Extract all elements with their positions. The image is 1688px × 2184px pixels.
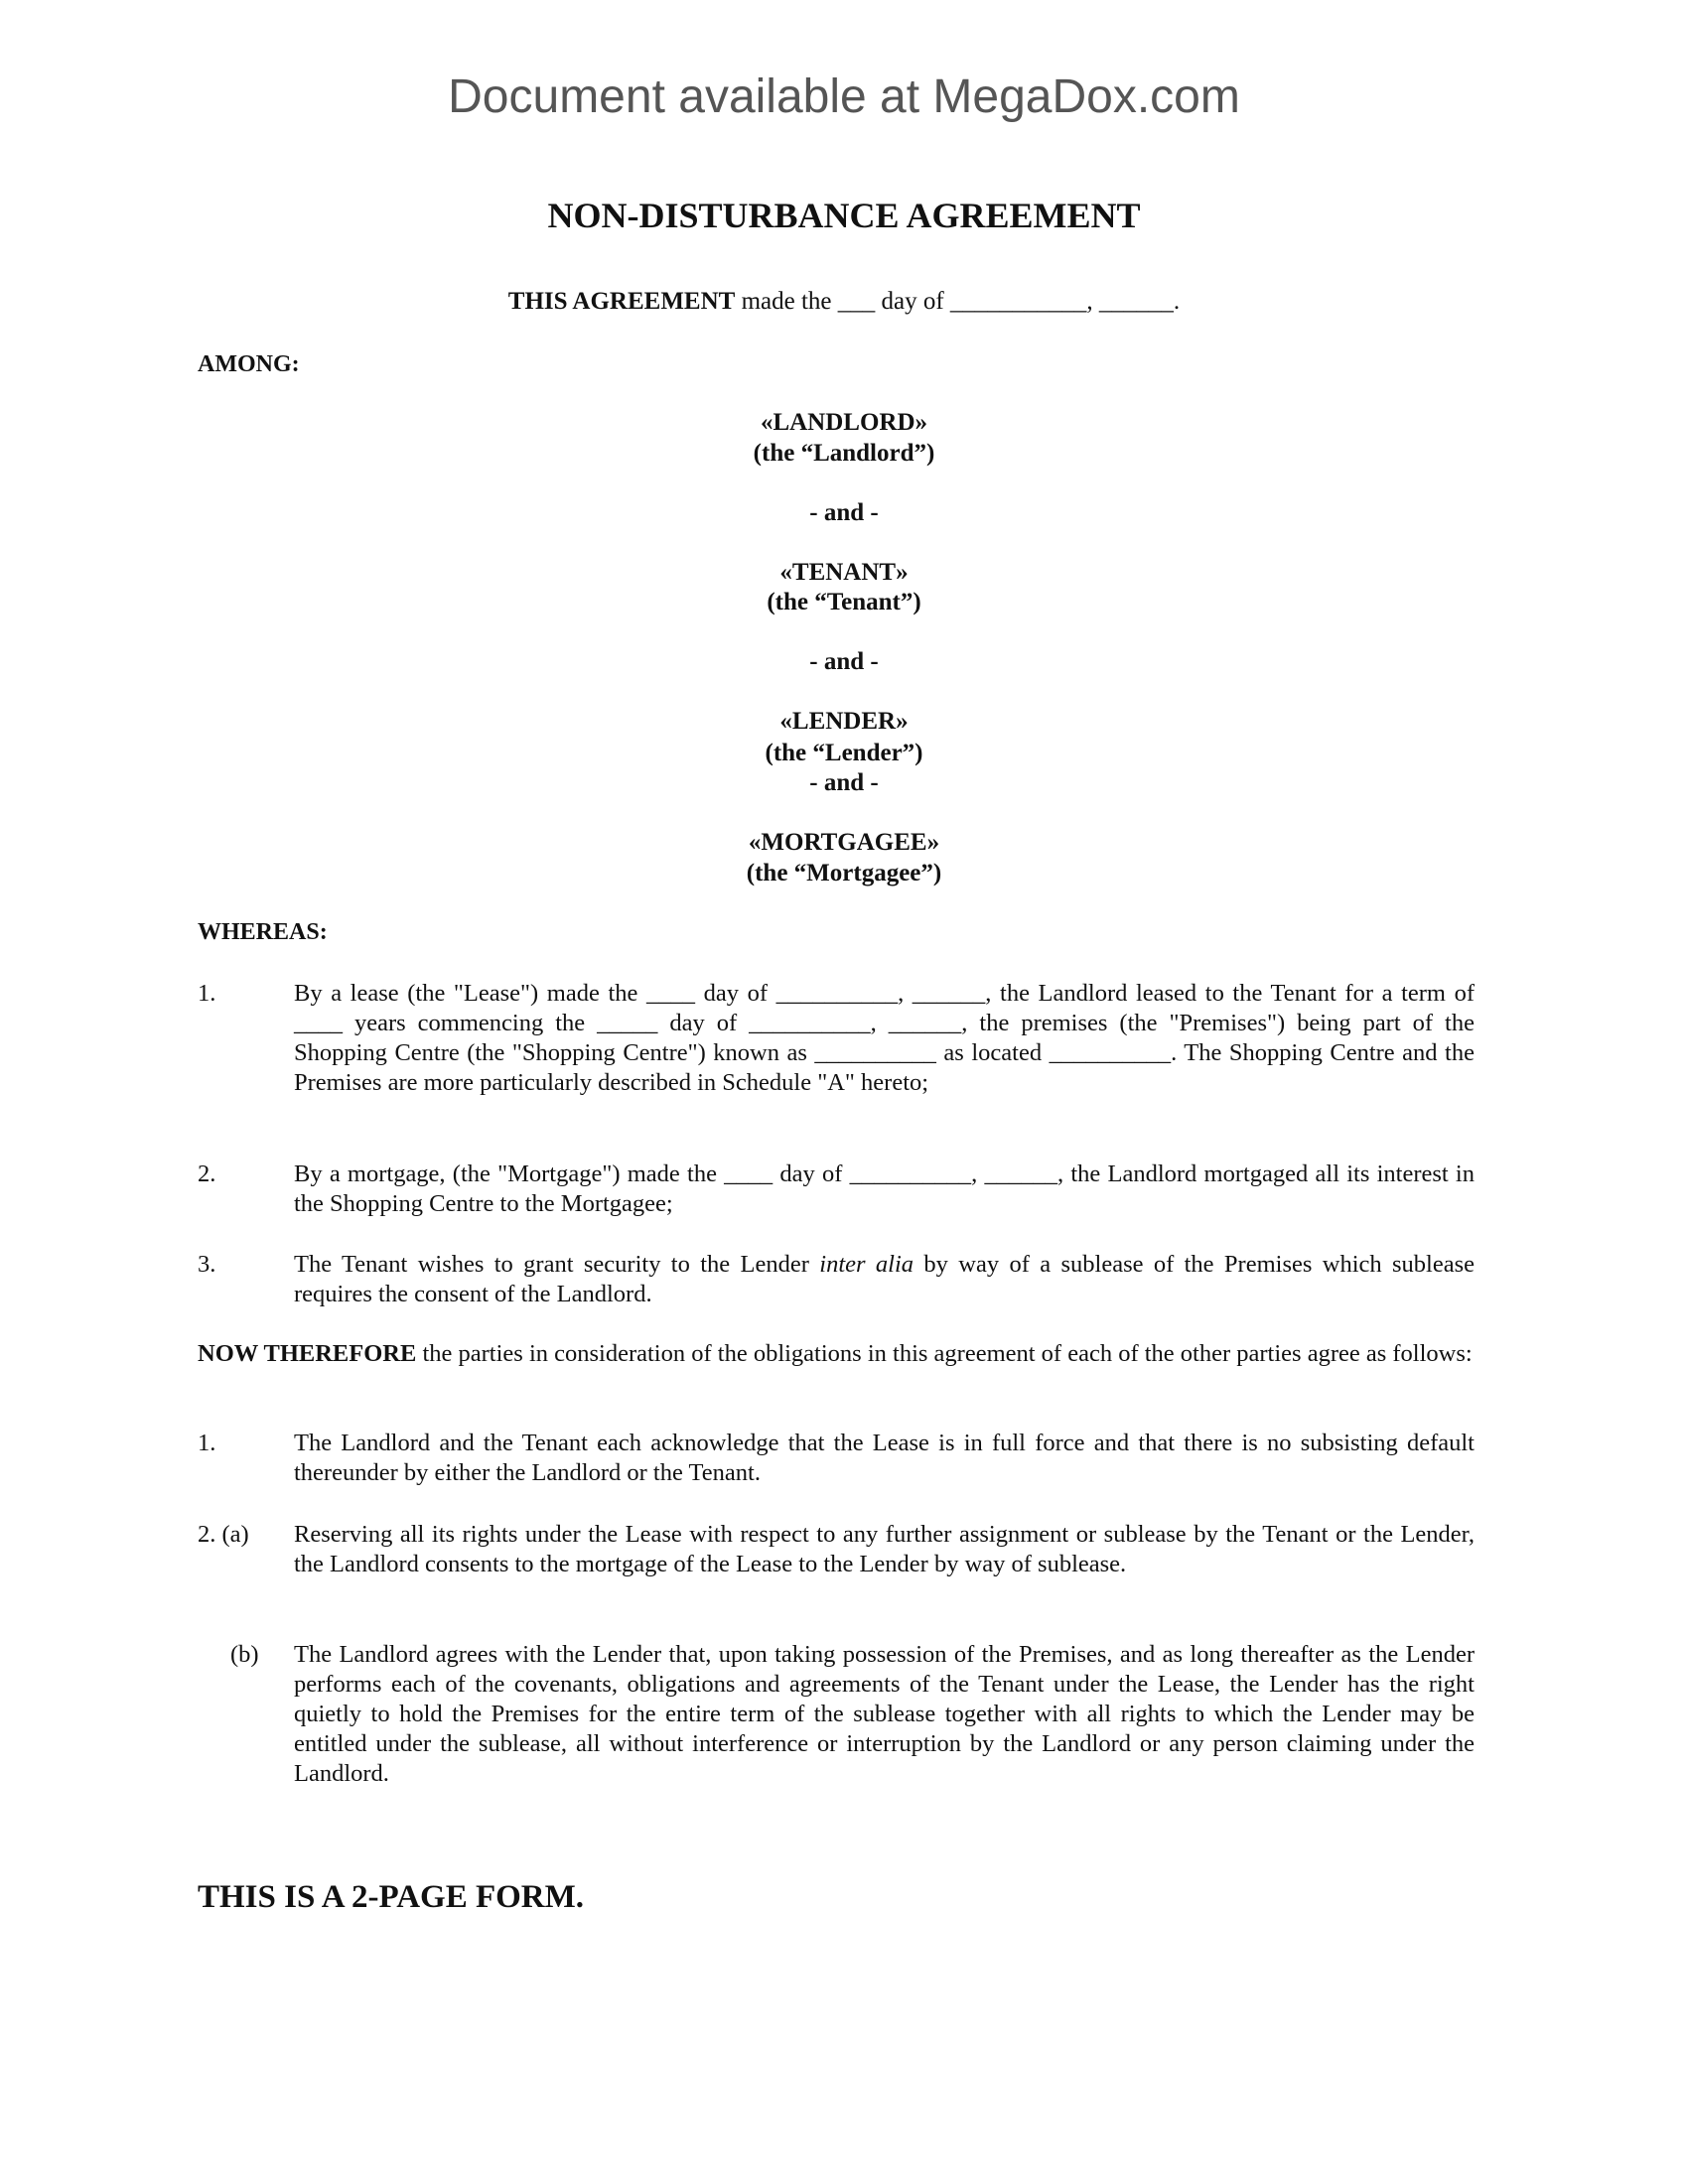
recital-number: 3. (198, 1251, 216, 1278)
and-separator: - and - (809, 769, 879, 796)
now-therefore-rest: the parties in consideration of the obligations in this agreement of each of the other parties agree as follows: (416, 1340, 1473, 1367)
clause-1 (198, 1429, 1475, 1488)
clause-number: 2. (a) (198, 1521, 249, 1548)
and-separator: - and - (809, 499, 879, 526)
two-page-form-notice: THIS IS A 2-PAGE FORM. (198, 1879, 585, 1915)
clause-number: 1. (198, 1430, 216, 1456)
recital-number: 1. (198, 980, 216, 1007)
recital-italic: inter alia (819, 1251, 914, 1278)
megadox-banner: Document available at MegaDox.com (448, 70, 1240, 123)
now-therefore-bold: NOW THEREFORE (198, 1340, 417, 1367)
now-therefore-paragraph (198, 1339, 1475, 1369)
clause-number: (b) (230, 1641, 259, 1668)
agreement-intro (0, 288, 1688, 316)
clause-text: Reserving all its rights under the Lease with respect to any further assignment or sublease by the Tenant or the Lender, the Landlord consents to the mortgage of the Lease to the Lender by way of sublease. (294, 1521, 1475, 1577)
recital-text: By a lease (the "Lease") made the ____ day of __________, ______, the Landlord leased to the Tenant for a term of ____ years commencing the _____ day of __________, ______, the premises (the "Premises") being part of the Shopping Centre (the "Shopping Centre") known as __________ as located __________. The Shopping Centre and the Premises are more particularly described in Schedule "A" hereto; (294, 980, 1475, 1096)
party-mortgagee-alias: (the “Mortgagee”) (746, 860, 942, 887)
document-title: NON-DISTURBANCE AGREEMENT (547, 196, 1141, 235)
party-tenant-name: «TENANT» (779, 559, 909, 586)
recital-1 (198, 979, 1475, 1098)
recital-text: By a mortgage, (the "Mortgage") made the ____ day of __________, ______, the Landlord mortgaged all its interest in the Shopping Centre to the Mortgagee; (294, 1160, 1475, 1217)
party-lender-name: «LENDER» (779, 708, 909, 735)
among-label: AMONG: (198, 351, 300, 377)
intro-bold: THIS AGREEMENT (507, 288, 736, 315)
recital-text (294, 1250, 1475, 1309)
recital-text-part: by way of a sublease of the Premises which sublease requires the consent of the Landlord. (294, 1251, 1476, 1307)
party-mortgagee-name: «MORTGAGEE» (748, 829, 940, 856)
clause-text: The Landlord and the Tenant each acknowledge that the Lease is in full force and that there is no subsisting default thereunder by either the Landlord or the Tenant. (294, 1430, 1475, 1486)
clause-text: The Landlord agrees with the Lender that, upon taking possession of the Premises, and as long thereafter as the Lender performs each of the covenants, obligations and agreements of the Tenant under the Lease, the Lender has the right quietly to hold the Premises for the entire term of the sublease together with all rights to which the Lender may be entitled under the sublease, all without interference or interruption by the Landlord or any person claiming under the Landlord. (294, 1641, 1475, 1787)
recital-3 (198, 1250, 1475, 1309)
party-landlord-name: «LANDLORD» (760, 409, 928, 436)
party-tenant-alias: (the “Tenant”) (767, 589, 921, 615)
party-landlord-alias: (the “Landlord”) (753, 440, 935, 467)
recital-text-part: The Tenant wishes to grant security to the Lender (294, 1251, 820, 1278)
clause-2b (198, 1640, 1475, 1789)
intro-rest: made the ___ day of ___________, ______. (735, 288, 1181, 315)
clause-2a (198, 1520, 1475, 1579)
and-separator: - and - (809, 648, 879, 675)
party-lender-alias: (the “Lender”) (765, 740, 923, 766)
recital-number: 2. (198, 1160, 216, 1187)
whereas-label: WHEREAS: (198, 919, 328, 945)
recital-2 (198, 1160, 1475, 1219)
